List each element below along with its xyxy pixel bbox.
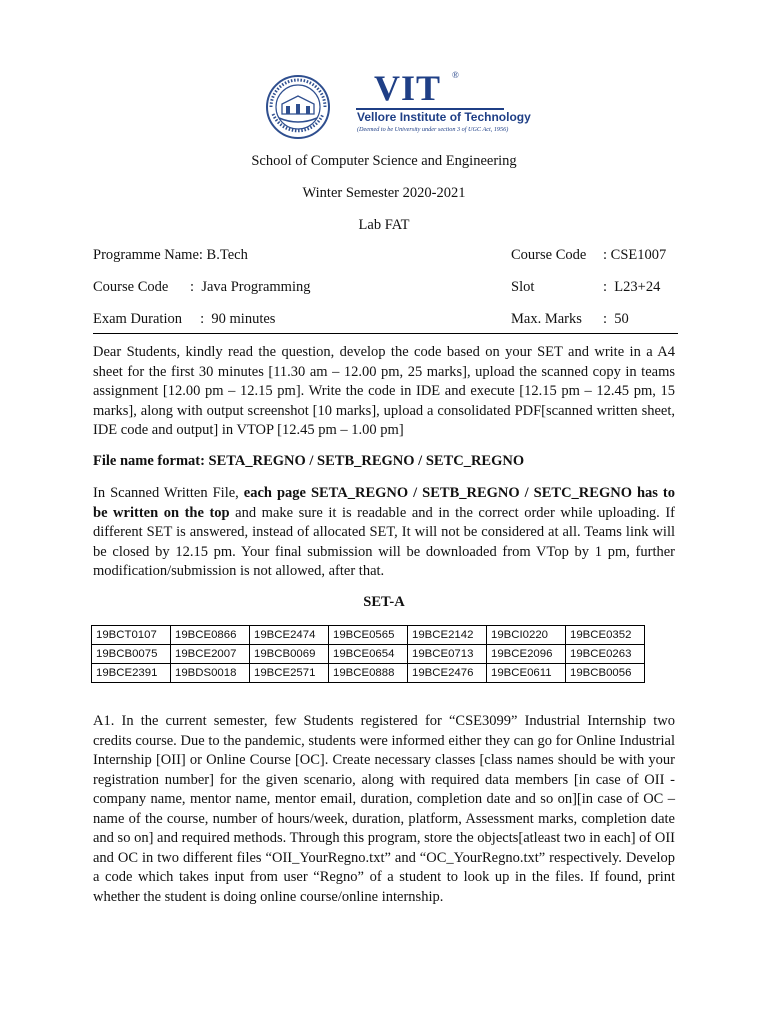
vit-seal-icon: [265, 74, 331, 140]
course-name: Course Code : Java Programming: [93, 279, 311, 295]
regno-cell: 19BCE2474: [250, 626, 329, 645]
max-marks-value: : 50: [603, 311, 629, 327]
regno-cell: 19BCE0654: [329, 645, 408, 664]
table-row: [92, 626, 645, 645]
regno-cell: 19BCE0611: [487, 664, 566, 683]
logo-tagline: (Deemed to be University under section 3 of UGC Act, 1956): [357, 126, 509, 133]
regno-table: [91, 625, 645, 683]
scanned-text-1: In Scanned Written File,: [93, 485, 244, 501]
meta-row-1: [93, 247, 678, 267]
logo-institute: Vellore Institute of Technology: [357, 110, 531, 124]
school-title: School of Computer Science and Engineering: [251, 153, 517, 169]
regno-cell: 19BCE2476: [408, 664, 487, 683]
slot-value: : L23+24: [603, 279, 661, 295]
scanned-text-bold: each page SETA_REGNO / SETB_REGNO / SETC_REGNO has to be written on the top: [93, 485, 675, 521]
meta-row-2: [93, 279, 678, 299]
max-marks-label: Max. Marks: [511, 311, 582, 327]
regno-cell: 19BCE2391: [92, 664, 171, 683]
table-row: [92, 664, 645, 683]
file-name-format: File name format: SETA_REGNO / SETB_REGNO / SETC_REGNO: [93, 453, 525, 469]
logo-name: VIT: [374, 68, 442, 108]
regno-cell: 19BCE2571: [250, 664, 329, 683]
meta-row-3: [93, 311, 678, 331]
regno-cell: 19BCB0056: [566, 664, 645, 683]
exam-title: Lab FAT: [358, 217, 410, 233]
regno-cell: 19BCE2142: [408, 626, 487, 645]
regno-cell: 19BCE2096: [487, 645, 566, 664]
course-code-label: Course Code: [511, 247, 587, 263]
instructions-paragraph: Dear Students, kindly read the question, develop the code based on your SET and write in a A4 sheet for the first 30 minutes [11.30 am – 12.00 pm, 25 marks], upload the scanned copy in teams assignment [12.00 pm – 12.15 pm]. Write the code in IDE and execute [12.15 pm – 12.45 pm, 15 marks], along with output screenshot [10 marks], upload a consolidated PDF[scanned written sheet, IDE code and output] in VTOP [12.45 pm – 1.00 pm]: [93, 344, 675, 438]
regno-cell: 19BCE2007: [171, 645, 250, 664]
scanned-text-2: and make sure it is readable and in the correct order while uploading. If different SET is answered, instead of allocated SET, It will not be considered at all. Teams link will be closed by 12.15 pm. Your final submission will be downloaded from VTop by 1 pm, further modification/submission is not allowed, after that.: [93, 504, 675, 579]
exam-duration: Exam Duration : 90 minutes: [93, 311, 276, 327]
semester-title: Winter Semester 2020-2021: [302, 185, 466, 201]
set-title: SET-A: [363, 594, 405, 610]
regno-cell: 19BCE0888: [329, 664, 408, 683]
regno-cell: 19BCE0866: [171, 626, 250, 645]
regno-cell: 19BCB0069: [250, 645, 329, 664]
regno-cell: 19BCI0220: [487, 626, 566, 645]
question-a1: A1. In the current semester, few Students registered for “CSE3099” Industrial Internship two credits course. Due to the pandemic, students were informed either they can go for Online Industrial Internship [OII] or Online Course [OC]. Create necessary classes [class names should be with your registration number] for the given scenario, along with required data members [in case of OII - company name, mentor name, mentor email, duration, completion date and so on][in case of OC – name of the course, number of hours/week, duration, platform, Assessment marks, completion date and so on] and required methods. Through this program, store the objects[atleast two in each] of OII and OC in two different files “OII_YourRegno.txt” and “OC_YourRegno.txt” respectively. Develop a code which takes input from user “Regno” of a student to look up in the files. If found, print whether the student is doing online course/online internship.: [93, 713, 675, 905]
table-row: [92, 645, 645, 664]
course-code-value: : CSE1007: [603, 247, 667, 263]
programme-name: Programme Name: B.Tech: [93, 247, 248, 263]
header-divider: [93, 333, 678, 334]
regno-cell: 19BCE0565: [329, 626, 408, 645]
regno-cell: 19BCE0263: [566, 645, 645, 664]
regno-cell: 19BCT0107: [92, 626, 171, 645]
regno-cell: 19BCE0713: [408, 645, 487, 664]
regno-cell: 19BDS0018: [171, 664, 250, 683]
regno-cell: 19BCB0075: [92, 645, 171, 664]
scanned-file-paragraph: [93, 484, 675, 582]
regno-cell: 19BCE0352: [566, 626, 645, 645]
registered-mark: ®: [452, 70, 459, 80]
slot-label: Slot: [511, 279, 535, 295]
